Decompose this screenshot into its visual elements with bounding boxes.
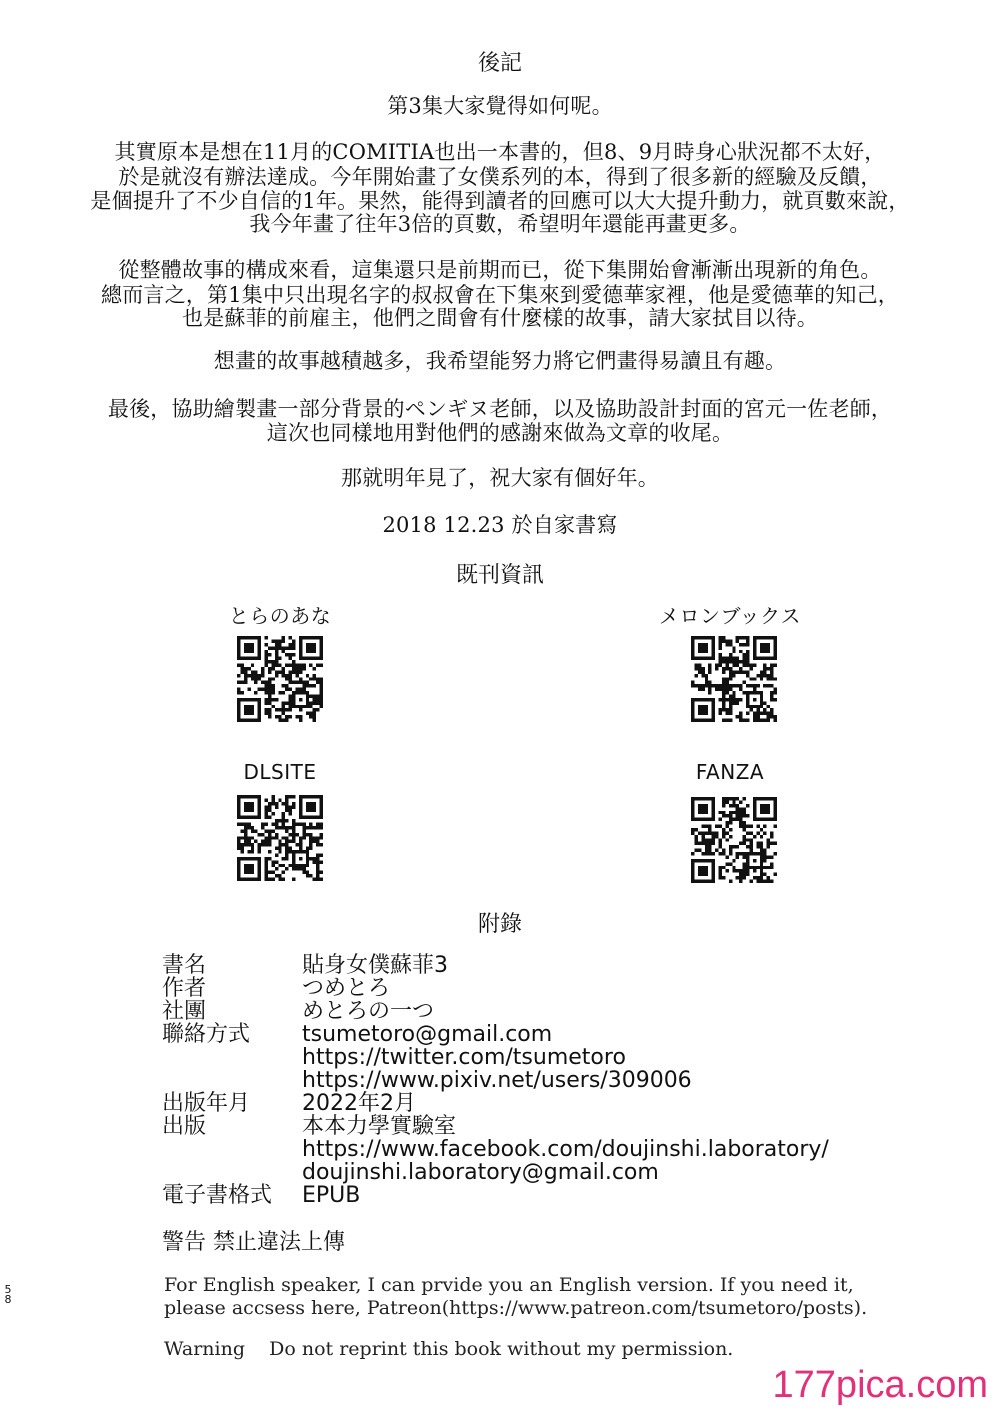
appendix-value: 本本力學實驗室 https://www.facebook.com/doujinshi.laboratory/ doujinshi.laboratory@gmail.com: [302, 1114, 829, 1185]
store-label-melonbooks: メロンブックス: [659, 604, 801, 628]
appendix-key: 聯絡方式: [162, 1022, 251, 1047]
afterword-closing: 那就明年見了，祝大家有個好年。: [341, 466, 659, 490]
site-watermark: 177pica.com: [772, 1364, 988, 1406]
appendix-key: 作者: [162, 976, 207, 1001]
paragraph-line: 於是就沒有辦法達成。今年開始畫了女僕系列的本，得到了很多新的經驗及反饋，: [118, 165, 882, 189]
paragraph-line: 也是蘇菲的前雇主，他們之間會有什麼樣的故事，請大家拭目以待。: [182, 306, 818, 330]
appendix-key: 出版: [162, 1114, 207, 1139]
paragraph-line: 我今年畫了往年3倍的頁數，希望明年還能再畫更多。: [249, 212, 751, 236]
contact-pixiv-link[interactable]: https://www.pixiv.net/users/309006: [302, 1068, 692, 1093]
appendix-value: [302, 1023, 692, 1092]
afterword-title: 後記: [477, 51, 522, 76]
paragraph-line: 最後，協助繪製畫一部分背景的ペンギヌ老師，以及協助設計封面的宮元一佐老師，: [107, 397, 893, 421]
appendix-value: めとろの一つ: [302, 999, 435, 1024]
afterword-signature: 2018 12.23 於自家書寫: [382, 513, 618, 537]
publisher-facebook-link[interactable]: https://www.facebook.com/doujinshi.laboratory/: [302, 1137, 829, 1162]
store-label-fanza: FANZA: [695, 760, 765, 784]
appendix-value: 貼身女僕蘇菲3: [302, 953, 448, 978]
warning-cn: 警告 禁止違法上傳: [162, 1230, 345, 1255]
appendix-value: つめとろ: [302, 976, 391, 1001]
paragraph-line: 其實原本是想在11月的COMITIA也出一本書的，但8、9月時身心狀況都不太好，: [114, 140, 886, 164]
paragraph-line: 總而言之，第1集中只出現名字的叔叔會在下集來到愛德華家裡，他是愛德華的知己，: [101, 283, 899, 307]
appendix-key: 社團: [162, 999, 207, 1024]
contact-twitter-link[interactable]: https://twitter.com/tsumetoro: [302, 1045, 626, 1070]
qr-code-icon[interactable]: [691, 636, 777, 722]
paragraph-line: 是個提升了不少自信的1年。果然，能得到讀者的回應可以大大提升動力，就頁數來說，: [90, 189, 910, 213]
qr-code-icon[interactable]: [237, 795, 323, 881]
afterword-opening: 第3集大家覺得如何呢。: [387, 94, 613, 118]
published-info-title: 既刊資訊: [455, 563, 544, 588]
contact-email-link[interactable]: tsumetoro@gmail.com: [302, 1022, 553, 1047]
appendix-value: 2022年2月: [302, 1091, 416, 1116]
page-number-text: 58: [4, 1283, 12, 1306]
english-notice-line[interactable]: please accsess here, Patreon(https://www.patreon.com/tsumetoro/posts).: [164, 1297, 868, 1319]
store-label-dlsite: DLSITE: [243, 760, 317, 784]
qr-code-icon[interactable]: [691, 797, 777, 883]
afterword-paragraph-3: 想畫的故事越積越多，我希望能努力將它們畫得易讀且有趣。: [213, 349, 787, 373]
appendix-title: 附錄: [477, 912, 522, 937]
english-notice-line: For English speaker, I can prvide you an English version. If you need it,: [164, 1274, 854, 1296]
publisher-email-link[interactable]: doujinshi.laboratory@gmail.com: [302, 1160, 659, 1185]
appendix-value: EPUB: [302, 1183, 361, 1208]
english-warning: Warning Do not reprint this book without my permission.: [164, 1338, 734, 1360]
paragraph-line: 這次也同樣地用對他們的感謝來做為文章的收尾。: [266, 421, 734, 445]
paragraph-line: 從整體故事的構成來看，這集還只是前期而已，從下集開始會漸漸出現新的角色。: [118, 258, 882, 282]
store-label-toranoana: とらのあな: [228, 604, 332, 628]
page-number: [4, 1285, 14, 1305]
appendix-key: 出版年月: [162, 1091, 251, 1116]
qr-code-icon[interactable]: [237, 636, 323, 722]
appendix-key: 書名: [162, 953, 207, 978]
appendix-key: 電子書格式: [162, 1183, 273, 1208]
